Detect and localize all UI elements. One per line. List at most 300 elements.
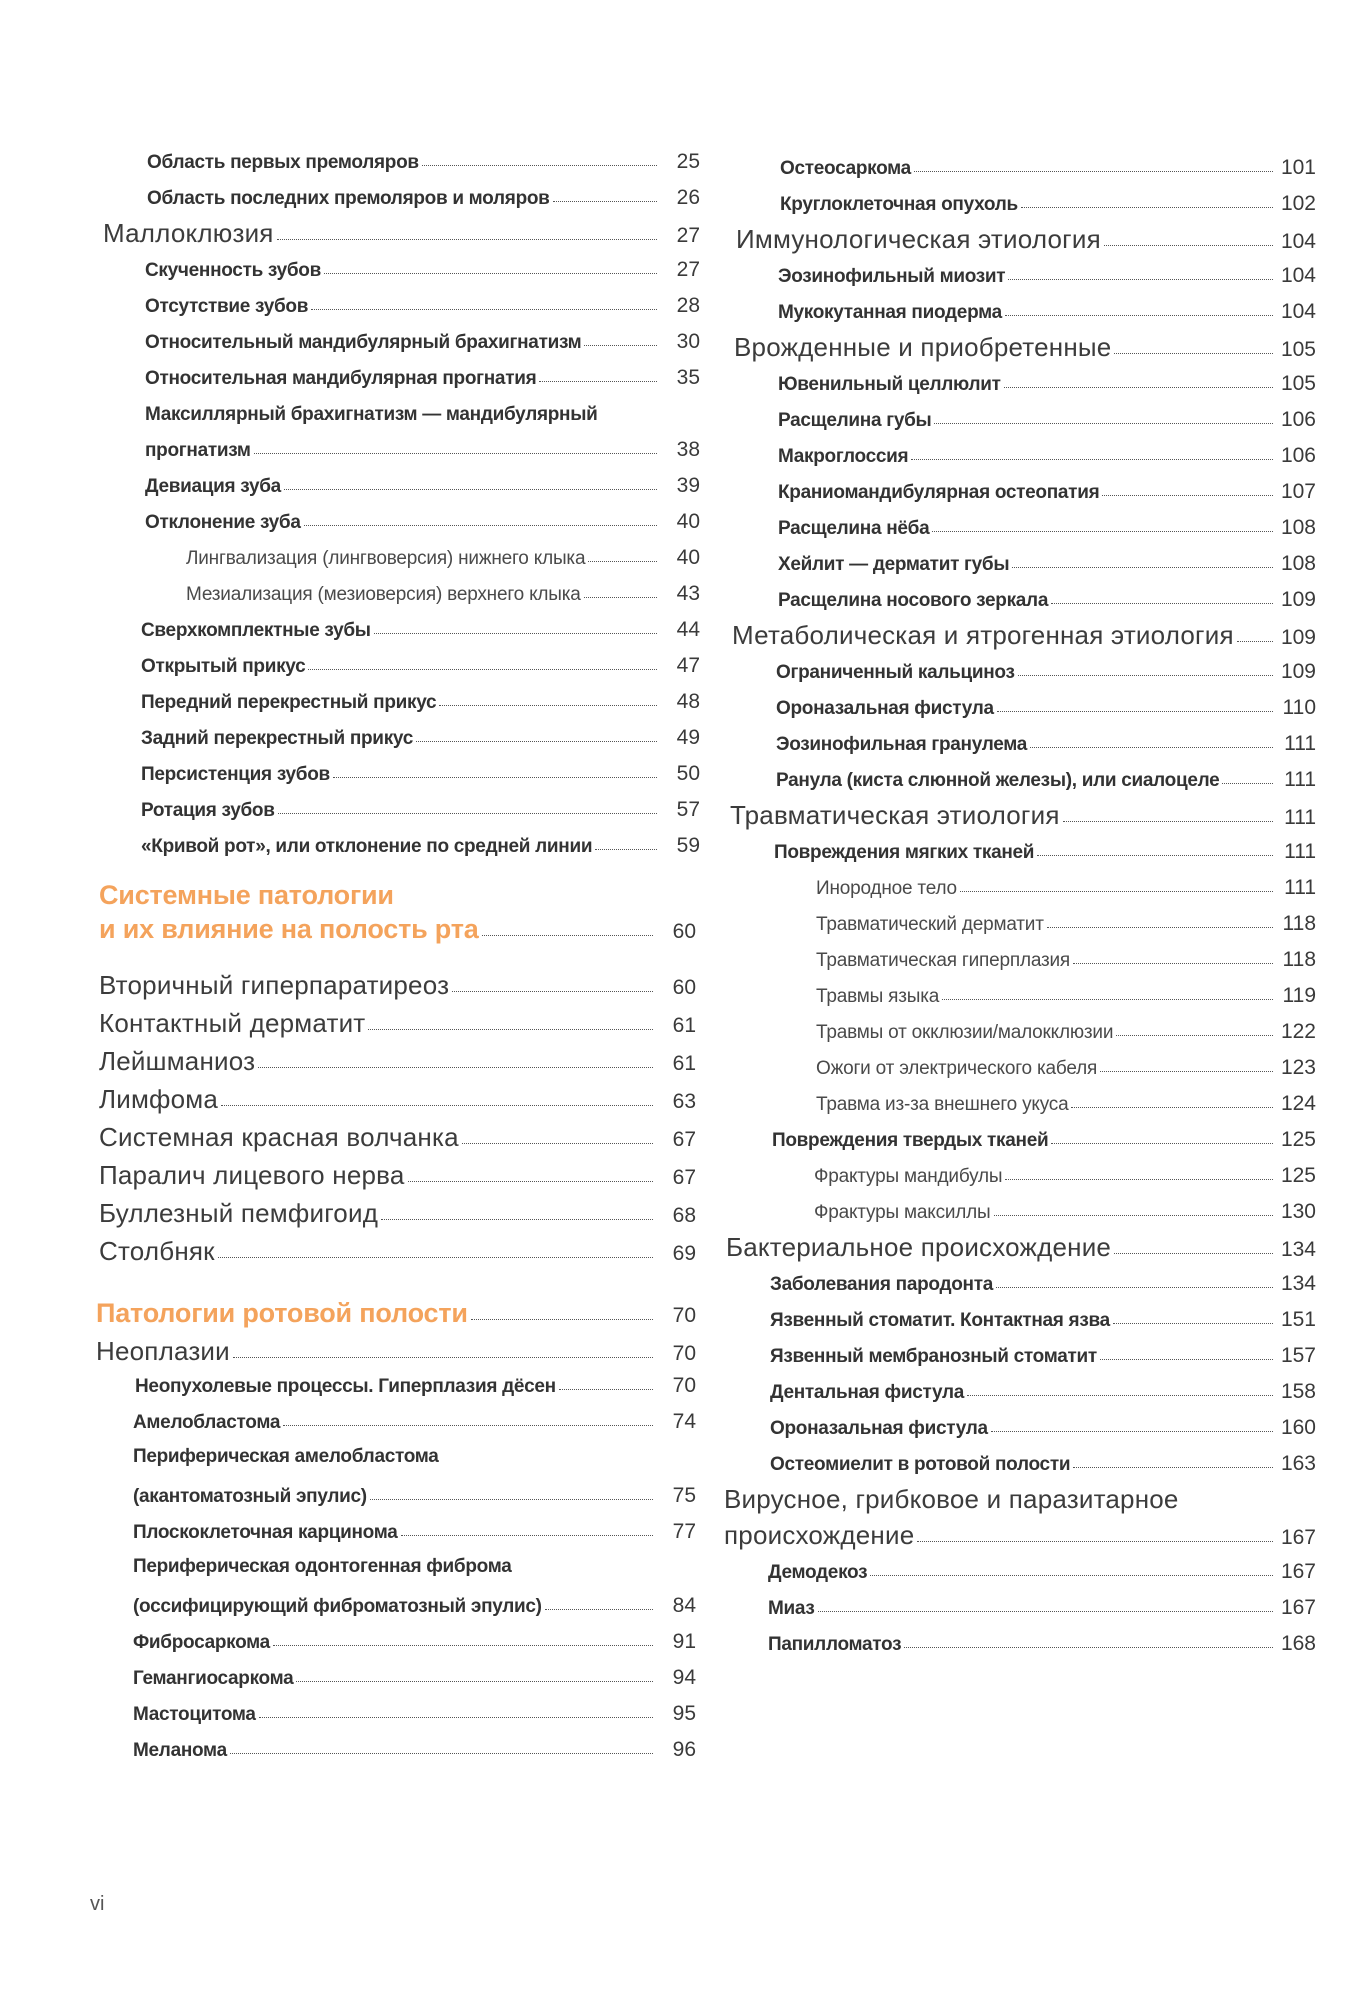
toc-entry-title: Травматический дерматит <box>816 914 1044 935</box>
dot-leader <box>539 381 657 382</box>
toc-entry[interactable] <box>141 618 700 642</box>
toc-entry-page: 158 <box>1280 1380 1316 1403</box>
toc-entry[interactable] <box>99 1008 696 1039</box>
toc-entry-page: 102 <box>1280 192 1316 215</box>
toc-entry-page: 124 <box>1280 1092 1316 1115</box>
toc-entry[interactable] <box>145 294 700 318</box>
toc-entry-page: 105 <box>1280 338 1316 361</box>
toc-entry[interactable] <box>99 1122 696 1153</box>
dot-leader <box>233 1357 653 1358</box>
dot-leader <box>273 1645 653 1646</box>
toc-entry-title: Маллоклюзия <box>103 218 274 248</box>
toc-entry[interactable] <box>99 970 696 1001</box>
dot-leader <box>1073 963 1273 964</box>
toc-entry-title: Бактериальное происхождение <box>726 1232 1112 1262</box>
toc-entry-title: Гемангиосаркома <box>133 1668 294 1689</box>
toc-entry-title: Ограниченный кальциноз <box>776 662 1015 683</box>
toc-entry-page: 134 <box>1280 1272 1316 1295</box>
toc-entry-page: 109 <box>1280 660 1316 683</box>
toc-entry-title: Неопухолевые процессы. Гиперплазия дёсен <box>135 1376 556 1397</box>
toc-entry-title: Травмы языка <box>816 986 940 1007</box>
toc-entry-title: Паралич лицевого нерва <box>99 1160 405 1190</box>
toc-entry-page: 119 <box>1282 984 1316 1007</box>
dot-leader <box>370 1499 653 1500</box>
toc-entry-title: Расщелина нёба <box>778 518 930 539</box>
toc-entry-page: 111 <box>1284 732 1316 755</box>
toc-entry-page: 122 <box>1280 1020 1316 1043</box>
toc-entry-page: 167 <box>1280 1560 1316 1583</box>
dot-leader <box>462 1143 653 1144</box>
dot-leader <box>1114 1253 1273 1254</box>
toc-entry-page: 125 <box>1280 1128 1316 1151</box>
toc-entry-title: Миаз <box>768 1598 815 1619</box>
toc-entry-title: Травма из-за внешнего укуса <box>816 1094 1069 1115</box>
toc-entry-title: прогнатизм <box>145 440 251 461</box>
toc-entry-title: Меланома <box>133 1740 227 1761</box>
toc-entry[interactable] <box>816 1092 1316 1116</box>
toc-entry[interactable] <box>145 510 700 534</box>
toc-entry-title-line1: Максиллярный брахигнатизм — мандибулярный <box>145 404 598 425</box>
section-heading[interactable] <box>96 1298 696 1329</box>
toc-entry-page: 47 <box>676 654 700 677</box>
toc-entry[interactable] <box>135 1374 696 1398</box>
dot-leader <box>997 711 1273 712</box>
toc-entry-title: Вторичный гиперпаратиреоз <box>99 970 450 1000</box>
section-page: 60 <box>672 920 696 943</box>
toc-entry-title: Эозинофильная гранулема <box>776 734 1028 755</box>
toc-entry[interactable] <box>778 516 1316 540</box>
toc-entry-title: Язвенный мембранозный стоматит <box>770 1346 1097 1367</box>
toc-entry-page: 101 <box>1280 156 1316 179</box>
dot-leader <box>967 1395 1273 1396</box>
toc-entry[interactable] <box>96 1336 696 1367</box>
section-title-line1: Системные патологии <box>99 880 394 910</box>
toc-entry[interactable] <box>770 1416 1316 1440</box>
toc-entry-page: 108 <box>1280 516 1316 539</box>
toc-entry-title: Относительный мандибулярный брахигнатизм <box>145 332 582 353</box>
toc-entry[interactable] <box>724 1520 1316 1551</box>
dot-leader <box>1071 1107 1273 1108</box>
toc-entry[interactable] <box>133 1484 696 1508</box>
toc-entry-page: 95 <box>672 1702 696 1725</box>
toc-entry-title: Персистенция зубов <box>141 764 330 785</box>
toc-entry[interactable] <box>145 438 700 462</box>
toc-entry-page: 49 <box>676 726 700 749</box>
section-page: 70 <box>672 1304 696 1327</box>
toc-entry-title: «Кривой рот», или отклонение по средней линии <box>141 836 593 857</box>
toc-entry-title: Краниомандибулярная остеопатия <box>778 482 1100 503</box>
toc-entry-title: Отклонение зуба <box>145 512 301 533</box>
toc-entry-page: 38 <box>676 438 700 461</box>
toc-entry[interactable] <box>99 1236 696 1267</box>
toc-entry-title: Ювенильный целлюлит <box>778 374 1001 395</box>
toc-entry-page: 104 <box>1280 264 1316 287</box>
toc-entry-title: Буллезный пемфигоид <box>99 1198 379 1228</box>
toc-entry-title: Амелобластома <box>133 1412 281 1433</box>
dot-leader <box>588 561 657 562</box>
dot-leader <box>1237 641 1273 642</box>
toc-entry[interactable] <box>778 372 1316 396</box>
toc-entry-page: 91 <box>672 1630 696 1653</box>
toc-entry[interactable] <box>145 258 700 282</box>
dot-leader <box>381 1219 653 1220</box>
toc-entry[interactable] <box>186 582 700 606</box>
toc-entry[interactable] <box>186 546 700 570</box>
dot-leader <box>553 201 657 202</box>
section-title-line2: и их влияние на полость рта <box>99 914 479 944</box>
toc-entry-title: Макроглоссия <box>778 446 909 467</box>
toc-entry-title: Девиация зуба <box>145 476 281 497</box>
toc-entry-page: 57 <box>676 798 700 821</box>
toc-entry-page: 26 <box>676 186 700 209</box>
dot-leader <box>308 669 657 670</box>
toc-entry[interactable] <box>133 1520 696 1544</box>
dot-leader <box>416 741 657 742</box>
toc-entry[interactable] <box>770 1380 1316 1404</box>
toc-entry-page: 151 <box>1280 1308 1316 1331</box>
toc-entry-title: Фрактуры мандибулы <box>814 1166 1003 1187</box>
dot-leader <box>960 891 1273 892</box>
dot-leader <box>1113 1323 1273 1324</box>
toc-entry-page: 67 <box>672 1166 696 1189</box>
toc-entry-title: Остеомиелит в ротовой полости <box>770 1454 1071 1475</box>
toc-entry-page: 27 <box>676 224 700 247</box>
toc-entry-title: Папилломатоз <box>768 1634 902 1655</box>
toc-entry-page: 157 <box>1280 1344 1316 1367</box>
toc-entry-page: 74 <box>672 1410 696 1433</box>
section-heading[interactable] <box>99 914 696 945</box>
dot-leader <box>452 991 653 992</box>
toc-entry-page: 130 <box>1280 1200 1316 1223</box>
dot-leader <box>408 1181 653 1182</box>
toc-entry[interactable] <box>730 800 1316 831</box>
toc-entry-title: Открытый прикус <box>141 656 306 677</box>
toc-entry-page: 111 <box>1284 840 1316 863</box>
toc-entry-title: Ороназальная фистула <box>770 1418 988 1439</box>
dot-leader <box>221 1105 653 1106</box>
toc-entry-title: Передний перекрестный прикус <box>141 692 437 713</box>
toc-entry-page: 107 <box>1280 480 1316 503</box>
toc-entry-title: Контактный дерматит <box>99 1008 366 1038</box>
toc-entry-title-line1: Периферическая амелобластома <box>133 1446 439 1467</box>
toc-entry-page: 105 <box>1280 372 1316 395</box>
toc-entry[interactable] <box>141 726 700 750</box>
toc-entry-title: Травматическая этиология <box>730 800 1060 830</box>
dot-leader <box>1047 927 1273 928</box>
toc-entry-page: 106 <box>1280 444 1316 467</box>
toc-entry[interactable] <box>774 840 1316 864</box>
toc-entry[interactable] <box>816 1056 1316 1080</box>
dot-leader <box>1073 1467 1273 1468</box>
toc-entry-page: 110 <box>1282 696 1316 719</box>
toc-entry-page: 68 <box>672 1204 696 1227</box>
toc-entry[interactable] <box>770 1272 1316 1296</box>
dot-leader <box>333 777 657 778</box>
dot-leader <box>304 525 657 526</box>
toc-entry-page: 167 <box>1280 1596 1316 1619</box>
toc-entry[interactable] <box>133 1738 696 1762</box>
dot-leader <box>283 1425 653 1426</box>
toc-entry-title: Ожоги от электрического кабеля <box>816 1058 1098 1079</box>
toc-entry[interactable] <box>814 1200 1316 1224</box>
toc-entry-page: 118 <box>1282 948 1316 971</box>
dot-leader <box>278 813 657 814</box>
toc-entry[interactable] <box>772 1128 1316 1152</box>
toc-entry-title: Фрактуры максиллы <box>814 1202 991 1223</box>
toc-entry-title: Демодекоз <box>768 1562 868 1583</box>
toc-entry[interactable] <box>726 1232 1316 1263</box>
toc-entry-title: Фибросаркома <box>133 1632 270 1653</box>
toc-entry-page: 60 <box>672 976 696 999</box>
toc-entry[interactable] <box>141 762 700 786</box>
toc-entry-page: 39 <box>676 474 700 497</box>
toc-entry-title: Травматическая гиперплазия <box>816 950 1071 971</box>
toc-entry-page: 27 <box>676 258 700 281</box>
toc-entry-title: Сверхкомплектные зубы <box>141 620 371 641</box>
dot-leader <box>230 1753 653 1754</box>
dot-leader <box>1051 1143 1273 1144</box>
toc-entry-title: Травмы от окклюзии/малокклюзии <box>816 1022 1114 1043</box>
toc-entry[interactable] <box>778 408 1316 432</box>
toc-entry-title: Мезиализация (мезиоверсия) верхнего клыка <box>186 584 581 605</box>
toc-entry-title: Относительная мандибулярная прогнатия <box>145 368 537 389</box>
section-title: Патологии ротовой полости <box>96 1298 468 1328</box>
dot-leader <box>1063 821 1273 822</box>
toc-entry-title: Лимфома <box>99 1084 219 1114</box>
toc-entry[interactable] <box>816 1020 1316 1044</box>
dot-leader <box>1005 315 1273 316</box>
toc-entry[interactable] <box>778 552 1316 576</box>
dot-leader <box>996 1287 1273 1288</box>
toc-entry-page: 134 <box>1280 1238 1316 1261</box>
dot-leader <box>324 273 657 274</box>
toc-entry[interactable] <box>816 984 1316 1008</box>
toc-entry-page: 75 <box>672 1484 696 1507</box>
toc-entry[interactable] <box>141 798 700 822</box>
toc-entry[interactable] <box>776 732 1316 756</box>
toc-entry-page: 59 <box>676 834 700 857</box>
toc-entry-title: Область последних премоляров и моляров <box>147 188 550 209</box>
toc-entry[interactable] <box>133 1702 696 1726</box>
dot-leader <box>254 453 657 454</box>
dot-leader <box>904 1647 1273 1648</box>
toc-entry[interactable] <box>776 768 1316 792</box>
toc-entry-title: Врожденные и приобретенные <box>734 332 1112 362</box>
toc-entry-page: 67 <box>672 1128 696 1151</box>
toc-entry[interactable] <box>776 660 1316 684</box>
toc-entry-title: Неоплазии <box>96 1336 230 1366</box>
toc-entry[interactable] <box>99 1046 696 1077</box>
page-number: vi <box>90 1893 105 1915</box>
dot-leader <box>471 1319 653 1320</box>
toc-entry-page: 70 <box>672 1374 696 1397</box>
dot-leader <box>911 459 1273 460</box>
toc-entry-page: 109 <box>1280 588 1316 611</box>
dot-leader <box>932 531 1273 532</box>
toc-entry-page: 104 <box>1280 230 1316 253</box>
toc-entry[interactable] <box>141 690 700 714</box>
toc-entry[interactable] <box>141 834 700 858</box>
dot-leader <box>1008 279 1273 280</box>
toc-entry-page: 40 <box>676 546 700 569</box>
toc-entry[interactable] <box>778 300 1316 324</box>
toc-entry-page: 111 <box>1284 876 1316 899</box>
dot-leader <box>818 1611 1273 1612</box>
toc-entry-page: 61 <box>672 1014 696 1037</box>
toc-entry[interactable] <box>99 1160 696 1191</box>
dot-leader <box>311 309 657 310</box>
toc-entry[interactable] <box>768 1596 1316 1620</box>
toc-entry[interactable] <box>103 218 700 249</box>
toc-entry-title: Плоскоклеточная карцинома <box>133 1522 398 1543</box>
toc-entry-title: Повреждения твердых тканей <box>772 1130 1049 1151</box>
dot-leader <box>584 597 657 598</box>
toc-entry-title: происхождение <box>724 1520 915 1550</box>
toc-entry-title: Иммунологическая этиология <box>736 224 1101 254</box>
dot-leader <box>284 489 657 490</box>
toc-entry[interactable] <box>778 588 1316 612</box>
toc-entry[interactable] <box>778 444 1316 468</box>
toc-entry-page: 50 <box>676 762 700 785</box>
toc-entry-page: 63 <box>672 1090 696 1113</box>
toc-entry[interactable] <box>816 912 1316 936</box>
toc-entry[interactable] <box>778 480 1316 504</box>
toc-entry[interactable] <box>780 192 1316 216</box>
toc-entry[interactable] <box>145 474 700 498</box>
toc-entry-page: 125 <box>1280 1164 1316 1187</box>
toc-entry[interactable] <box>780 156 1316 180</box>
toc-entry-title: Отсутствие зубов <box>145 296 309 317</box>
toc-entry[interactable] <box>147 150 700 174</box>
dot-leader <box>218 1257 653 1258</box>
toc-entry-title: Расщелина губы <box>778 410 932 431</box>
dot-leader <box>934 423 1273 424</box>
toc-entry-page: 106 <box>1280 408 1316 431</box>
dot-leader <box>368 1029 653 1030</box>
toc-entry-page: 118 <box>1282 912 1316 935</box>
dot-leader <box>1021 207 1273 208</box>
dot-leader <box>439 705 657 706</box>
toc-entry-page: 123 <box>1280 1056 1316 1079</box>
toc-entry-page: 35 <box>676 366 700 389</box>
toc-entry-page: 70 <box>672 1342 696 1365</box>
toc-entry-page: 69 <box>672 1242 696 1265</box>
dot-leader <box>296 1681 653 1682</box>
toc-entry[interactable] <box>734 332 1316 363</box>
toc-entry[interactable] <box>732 620 1316 651</box>
toc-entry-page: 77 <box>672 1520 696 1543</box>
toc-entry[interactable] <box>145 366 700 390</box>
toc-entry[interactable] <box>145 330 700 354</box>
toc-entry-title: Ранула (киста слюнной железы), или сиалоцеле <box>776 770 1220 791</box>
toc-entry[interactable] <box>133 1630 696 1654</box>
toc-entry[interactable] <box>776 696 1316 720</box>
dot-leader <box>595 849 657 850</box>
toc-entry-page: 25 <box>676 150 700 173</box>
dot-leader <box>1100 1071 1273 1072</box>
dot-leader <box>914 171 1273 172</box>
toc-entry-page: 94 <box>672 1666 696 1689</box>
toc-entry-page: 111 <box>1284 768 1316 791</box>
toc-entry[interactable] <box>768 1632 1316 1656</box>
toc-entry-title: Ротация зубов <box>141 800 275 821</box>
dot-leader <box>942 999 1273 1000</box>
toc-entry-page: 109 <box>1280 626 1316 649</box>
toc-entry-title: (оссифицирующий фиброматозный эпулис) <box>133 1596 542 1617</box>
dot-leader <box>1004 387 1273 388</box>
toc-entry-title: Дентальная фистула <box>770 1382 965 1403</box>
toc-entry[interactable] <box>778 264 1316 288</box>
dot-leader <box>1114 353 1273 354</box>
toc-entry[interactable] <box>141 654 700 678</box>
toc-entry[interactable] <box>770 1344 1316 1368</box>
toc-entry[interactable] <box>147 186 700 210</box>
dot-leader <box>422 165 657 166</box>
dot-leader <box>1222 783 1273 784</box>
dot-leader <box>1104 245 1273 246</box>
toc-entry-page: 111 <box>1284 806 1316 829</box>
dot-leader <box>1005 1179 1273 1180</box>
dot-leader <box>374 633 657 634</box>
toc-entry-title: Эозинофильный миозит <box>778 266 1006 287</box>
toc-entry-title: Метаболическая и ятрогенная этиология <box>732 620 1234 650</box>
toc-entry-page: 61 <box>672 1052 696 1075</box>
dot-leader <box>559 1389 653 1390</box>
dot-leader <box>1018 675 1273 676</box>
toc-entry-title: Столбняк <box>99 1236 215 1266</box>
toc-entry-title: Повреждения мягких тканей <box>774 842 1035 863</box>
toc-entry-title: Расщелина носового зеркала <box>778 590 1049 611</box>
toc-entry-page: 40 <box>676 510 700 533</box>
dot-leader <box>994 1215 1273 1216</box>
toc-entry-title: Скученность зубов <box>145 260 321 281</box>
toc-entry[interactable] <box>770 1452 1316 1476</box>
toc-entry[interactable] <box>133 1666 696 1690</box>
toc-entry-page: 160 <box>1280 1416 1316 1439</box>
dot-leader <box>258 1067 653 1068</box>
toc-entry[interactable] <box>768 1560 1316 1584</box>
dot-leader <box>1051 603 1273 604</box>
toc-entry-title-line1: Периферическая одонтогенная фиброма <box>133 1556 512 1577</box>
toc-entry-page: 28 <box>676 294 700 317</box>
dot-leader <box>584 345 657 346</box>
toc-entry-title: Язвенный стоматит. Контактная язва <box>770 1310 1110 1331</box>
dot-leader <box>1030 747 1273 748</box>
dot-leader <box>277 239 657 240</box>
dot-leader <box>1100 1359 1273 1360</box>
toc-entry-title: Инородное тело <box>816 878 957 899</box>
toc-entry[interactable] <box>133 1410 696 1434</box>
toc-entry[interactable] <box>133 1594 696 1618</box>
toc-entry[interactable] <box>770 1308 1316 1332</box>
toc-entry[interactable] <box>814 1164 1316 1188</box>
toc-entry-page: 108 <box>1280 552 1316 575</box>
toc-entry[interactable] <box>99 1198 696 1229</box>
toc-entry[interactable] <box>736 224 1316 255</box>
toc-entry-page: 104 <box>1280 300 1316 323</box>
dot-leader <box>1037 855 1273 856</box>
dot-leader <box>870 1575 1273 1576</box>
toc-entry-title: Остеосаркома <box>780 158 911 179</box>
toc-entry-title: Заболевания пародонта <box>770 1274 993 1295</box>
dot-leader <box>1012 567 1273 568</box>
toc-entry-page: 163 <box>1280 1452 1316 1475</box>
toc-entry[interactable] <box>99 1084 696 1115</box>
toc-entry-title: (акантоматозный эпулис) <box>133 1486 367 1507</box>
toc-entry[interactable] <box>816 876 1316 900</box>
toc-entry[interactable] <box>816 948 1316 972</box>
toc-entry-title: Мастоцитома <box>133 1704 256 1725</box>
